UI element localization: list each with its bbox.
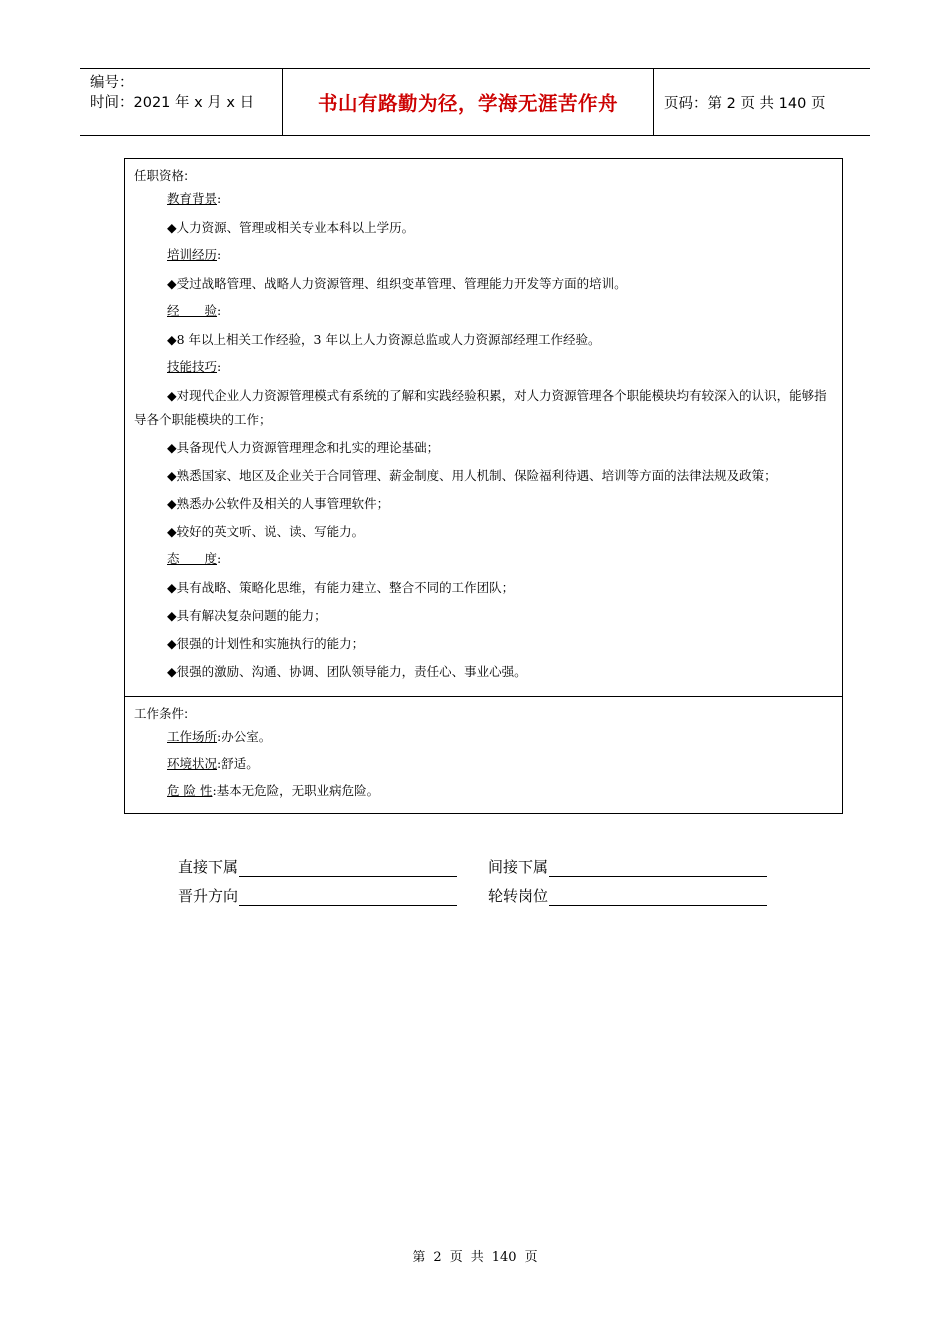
skills-heading: 技能技巧:: [167, 359, 222, 374]
experience-heading: 经 验:: [167, 303, 222, 318]
header-page-info: 页码：第 2 页 共 140 页: [664, 95, 826, 112]
header-motto: 书山有路勤为径，学海无涯苦作舟: [282, 69, 654, 135]
skills-item: ◆较好的英文听、说、读、写能力。: [167, 524, 365, 539]
danger-row: [167, 780, 832, 807]
footer-total-pages: 140: [491, 1250, 517, 1265]
conditions-section: [125, 697, 842, 813]
number-label: 编号：: [90, 75, 134, 91]
skills-item: ◆熟悉国家、地区及企业关于合同管理、薪金制度、用人机制、保险福利待遇、培训等方面的法律法规及政策；: [167, 468, 777, 483]
attitude-item: ◆具有战略、策略化思维，有能力建立、整合不同的工作团队；: [167, 580, 515, 595]
environment-value: :舒适。: [217, 756, 259, 771]
attitude-item: ◆具有解决复杂问题的能力；: [167, 608, 327, 623]
footer-mid1: 页: [449, 1250, 463, 1265]
promotion-direction-field[interactable]: [178, 885, 488, 906]
fields-row: [178, 848, 798, 877]
indirect-subordinate-label: 间接下属: [488, 858, 549, 876]
footer-mid2: 共: [470, 1250, 484, 1265]
qualifications-section: [125, 159, 842, 697]
danger-value: :基本无危险，无职业病危险。: [212, 783, 380, 798]
fields-row: [178, 877, 798, 906]
direct-subordinate-field[interactable]: [178, 856, 488, 877]
attitude-item: ◆很强的激励、沟通、协调、团队领导能力，责任心、事业心强。: [167, 664, 527, 679]
attitude-item: ◆很强的计划性和实施执行的能力；: [167, 636, 365, 651]
workplace-value: :办公室。: [217, 729, 272, 744]
job-spec-table: [124, 158, 843, 814]
rotation-position-field[interactable]: [488, 885, 798, 906]
skills-item: ◆具备现代人力资源管理理念和扎实的理论基础；: [167, 440, 440, 455]
skills-label: 技能技巧: [167, 359, 218, 374]
direct-subordinate-label: 直接下属: [178, 858, 239, 876]
date-label: 时间：2021 年 x 月 x 日: [90, 95, 255, 111]
environment-row: [167, 753, 832, 780]
qualifications-title: 任职资格:: [134, 168, 189, 183]
education-item: ◆人力资源、管理或相关专业本科以上学历。: [167, 220, 415, 235]
footer-suffix: 页: [524, 1250, 538, 1265]
training-heading: 培训经历:: [167, 247, 222, 262]
header-meta: [80, 69, 282, 135]
danger-label: 危 险 性: [167, 783, 213, 798]
experience-item: ◆8 年以上相关工作经验，3 年以上人力资源总监或人力资源部经理工作经验。: [167, 332, 601, 347]
training-item: ◆受过战略管理、战略人力资源管理、组织变革管理、管理能力开发等方面的培训。: [167, 276, 627, 291]
fill-line[interactable]: [549, 859, 767, 877]
footer-page-number: 2: [433, 1250, 442, 1265]
indirect-subordinate-field[interactable]: [488, 856, 798, 877]
education-heading: 教育背景:: [167, 191, 222, 206]
fill-line[interactable]: [549, 888, 767, 906]
rotation-position-label: 轮转岗位: [488, 887, 549, 905]
conditions-title: 工作条件:: [134, 706, 189, 721]
environment-label: 环境状况: [167, 756, 218, 771]
fill-line[interactable]: [239, 888, 457, 906]
skills-item: ◆熟悉办公软件及相关的人事管理软件；: [167, 496, 390, 511]
fill-line[interactable]: [239, 859, 457, 877]
attitude-label: 态 度: [167, 551, 218, 566]
attitude-heading: 态 度:: [167, 551, 222, 566]
experience-label: 经 验: [167, 303, 218, 318]
education-label: 教育背景: [167, 191, 218, 206]
page-header: [80, 68, 870, 136]
workplace-label: 工作场所: [167, 729, 218, 744]
training-label: 培训经历: [167, 247, 218, 262]
footer-prefix: 第: [412, 1250, 426, 1265]
promotion-direction-label: 晋升方向: [178, 887, 239, 905]
skills-item: ◆对现代企业人力资源管理模式有系统的了解和实践经验积累，对人力资源管理各个职能模块均有较深入的认识，能够指导各个职能模块的工作；: [134, 388, 827, 427]
relations-fields: [178, 848, 798, 906]
workplace-row: [167, 726, 832, 753]
page-footer: [0, 1246, 950, 1265]
